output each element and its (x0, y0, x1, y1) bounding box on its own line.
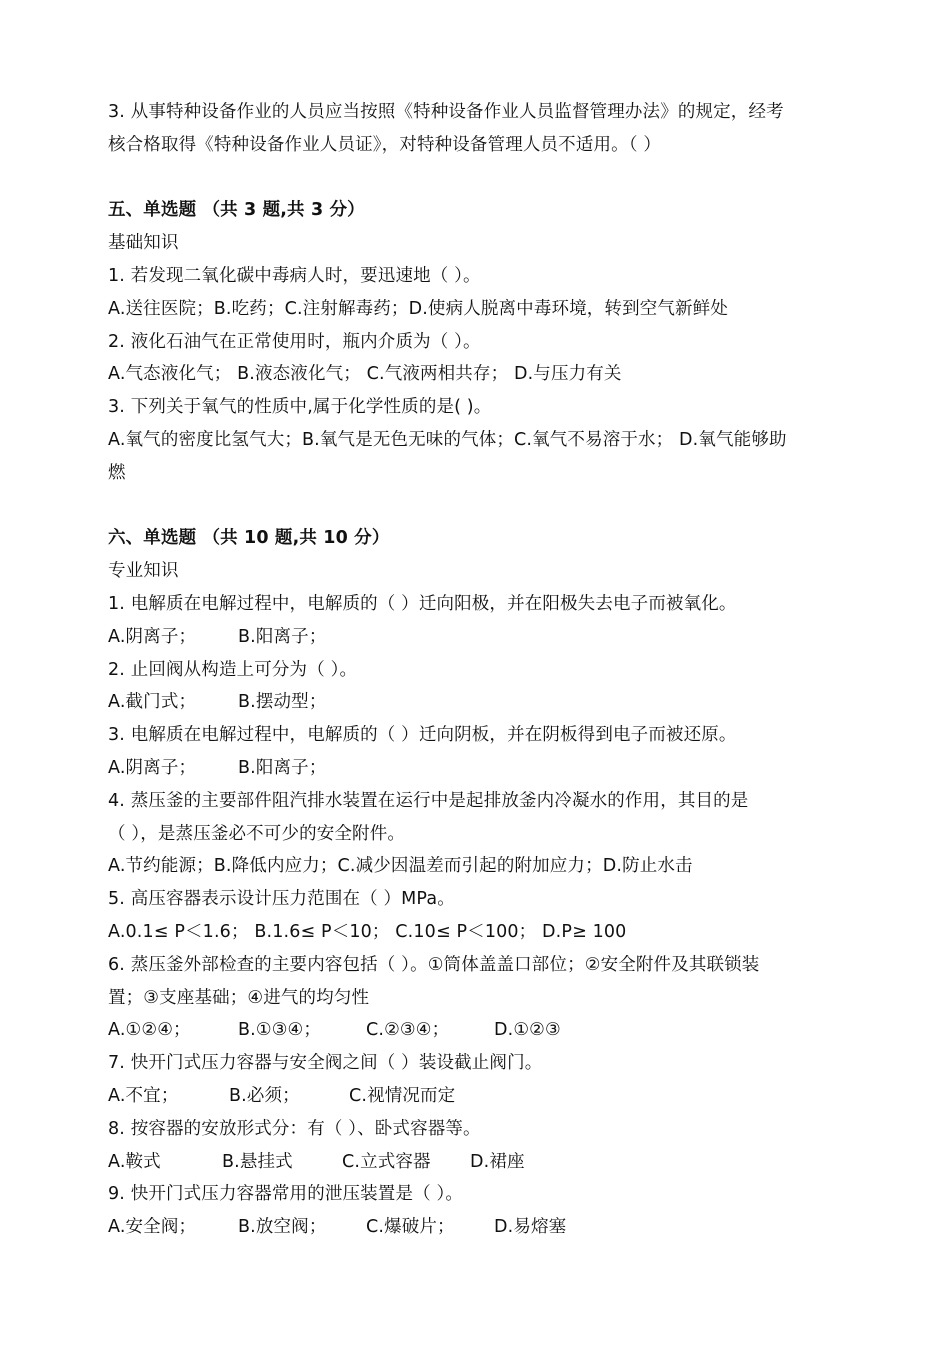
question-options: A.送往医院；B.吃药；C.注射解毒药；D.使病人脱离中毒环境，转到空气新鲜处 (108, 298, 728, 319)
option-b: B.悬挂式 (222, 1151, 293, 1172)
question-options (108, 752, 848, 785)
question-text: 1. 电解质在电解过程中，电解质的（ ）迁向阳极，并在阳极失去电子而被氧化。 (108, 593, 737, 614)
option-b: B.必须； (229, 1085, 300, 1106)
option-a: A.安全阀； (108, 1217, 197, 1238)
question-text: 1. 若发现二氧化碳中毒病人时，要迅速地（ ）。 (108, 265, 481, 286)
question-text: 3. 下列关于氧气的性质中,属于化学性质的是( )。 (108, 397, 492, 418)
question-text: 3. 从事特种设备作业的人员应当按照《特种设备作业人员监督管理办法》的规定，经考 (108, 102, 784, 122)
option-a: A.鞍式 (108, 1151, 161, 1172)
question-options (108, 1080, 848, 1113)
question-text: （ ），是蒸压釜必不可少的安全附件。 (108, 823, 406, 844)
question-text: 3. 电解质在电解过程中，电解质的（ ）迁向阴板，并在阴板得到电子而被还原。 (108, 725, 737, 746)
question-text: 核合格取得《特种设备作业人员证》，对特种设备管理人员不适用。（ ） (108, 134, 662, 155)
option-c: C.②③④； (366, 1020, 450, 1041)
option-b: B.阳离子； (238, 757, 327, 778)
section-heading: 五、单选题 （共 3 题,共 3 分） (108, 200, 365, 221)
option-b: B.摆动型； (238, 692, 327, 713)
option-d: D.裙座 (470, 1151, 525, 1172)
section-subject: 专业知识 (108, 561, 179, 582)
question-text: 2. 止回阀从构造上可分为（ ）。 (108, 659, 358, 680)
spacer (108, 490, 848, 523)
question-options: 燃 (108, 462, 126, 483)
option-c: C.立式容器 (342, 1151, 431, 1172)
option-a: A.截门式； (108, 692, 197, 713)
option-a: A.阴离子； (108, 626, 197, 647)
question-text: 4. 蒸压釜的主要部件阻汽排水装置在运行中是起排放釜内冷凝水的作用，其目的是 (108, 790, 749, 811)
option-d: D.①②③ (494, 1020, 561, 1041)
option-a: A.阴离子； (108, 757, 197, 778)
option-a: A.不宜； (108, 1085, 179, 1106)
question-options (108, 1014, 848, 1047)
question-text: 8. 按容器的安放形式分：有（ ）、卧式容器等。 (108, 1118, 481, 1139)
question-text: 6. 蒸压釜外部检查的主要内容包括（ ）。①筒体盖盖口部位；②安全附件及其联锁装 (108, 954, 760, 975)
question-text: 5. 高压容器表示设计压力范围在（ ）MPa。 (108, 889, 455, 910)
option-b: B.①③④； (238, 1020, 322, 1041)
question-options: A.节约能源；B.降低内应力；C.减少因温差而引起的附加应力；D.防止水击 (108, 856, 693, 877)
section-heading: 六、单选题 （共 10 题,共 10 分） (108, 528, 390, 549)
question-options (108, 686, 848, 719)
question-options (108, 1146, 848, 1179)
question-options (108, 1211, 848, 1244)
question-options (108, 621, 848, 654)
option-b: B.放空阀； (238, 1217, 327, 1238)
question-text: 7. 快开门式压力容器与安全阀之间（ ）装设截止阀门。 (108, 1053, 543, 1074)
question-options: A.0.1≤ P＜1.6； B.1.6≤ P＜10； C.10≤ P＜100； D.P≥ 100 (108, 921, 627, 942)
question-options: A.氧气的密度比氢气大；B.氧气是无色无味的气体；C.氧气不易溶于水； D.氧气能够助 (108, 429, 787, 450)
question-text: 置；③支座基础；④进气的均匀性 (108, 987, 370, 1008)
option-c: C.爆破片； (366, 1217, 455, 1238)
question-options: A.气态液化气； B.液态液化气； C.气液两相共存； D.与压力有关 (108, 364, 622, 385)
question-text: 9. 快开门式压力容器常用的泄压装置是（ ）。 (108, 1184, 464, 1205)
section-subject: 基础知识 (108, 233, 179, 254)
option-b: B.阳离子； (238, 626, 327, 647)
spacer (108, 162, 848, 195)
option-c: C.视情况而定 (349, 1085, 456, 1106)
document-page (108, 96, 848, 1244)
question-text: 2. 液化石油气在正常使用时，瓶内介质为（ ）。 (108, 331, 481, 352)
option-a: A.①②④； (108, 1020, 191, 1041)
option-d: D.易熔塞 (494, 1217, 567, 1238)
